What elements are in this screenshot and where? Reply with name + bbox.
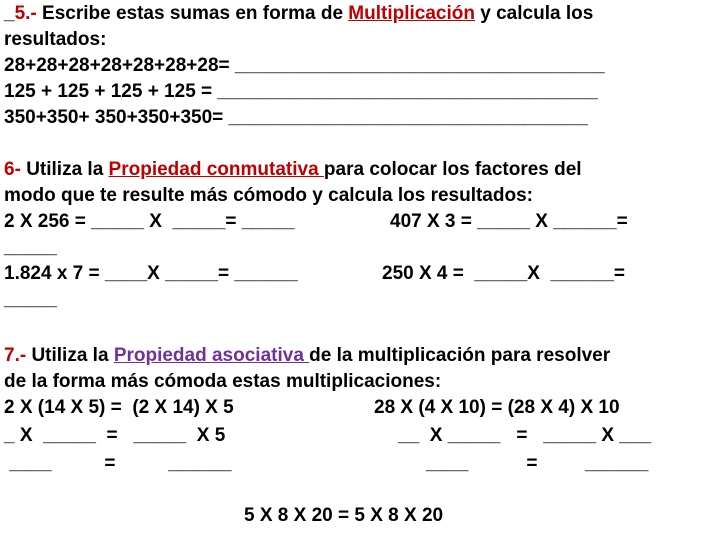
ex7-instruction-a: Utiliza la <box>31 345 114 366</box>
ex6-row2-right: 250 X 4 = _____X ______= <box>382 263 625 284</box>
ex6-instruction-a: Utiliza la <box>26 159 109 180</box>
ex6-row2-cont: _____ <box>4 289 57 310</box>
ex6-keyword: Propiedad conmutativa <box>108 159 324 180</box>
ex7-instruction-b: de la multiplicación para resolver <box>309 345 611 366</box>
ex7-row1-right: 28 X (4 X 10) = (28 X 4) X 10 <box>374 397 620 418</box>
ex5-number: 5.- <box>14 3 43 24</box>
ex5-sum-1: 28+28+28+28+28+28+28= ___________________________________ <box>4 55 605 76</box>
ex6-title-line2: modo que te resulte más cómodo y calcula los resultados: <box>4 185 533 206</box>
ex5-keyword: Multiplicación <box>348 3 475 24</box>
ex7-number: 7.- <box>4 345 32 366</box>
ex7-row3-right: ____ = ______ <box>426 453 649 474</box>
ex5-title-line <box>4 2 593 26</box>
ex6-instruction-b: para colocar los factores del <box>323 159 582 180</box>
ex5-instruction-a: Escribe estas sumas en forma de <box>42 3 349 24</box>
ex5-instruction-b: y calcula los <box>474 3 594 24</box>
ex6-number: 6- <box>4 159 27 180</box>
ex7-row1-left: 2 X (14 X 5) = (2 X 14) X 5 <box>4 397 234 418</box>
ex7-keyword: Propiedad asociativa <box>113 345 310 366</box>
ex5-title-line2: resultados: <box>4 29 107 50</box>
ex6-row1-right: 407 X 3 = _____ X ______= <box>390 211 628 232</box>
ex7-row3-left: ____ = ______ <box>4 453 232 474</box>
ex7-title-line2: de la forma más cómoda estas multiplicaciones: <box>4 371 442 392</box>
ex6-row1-cont: _____ <box>4 237 57 258</box>
ex6-row1-left: 2 X 256 = _____ X _____= _____ <box>4 211 295 232</box>
ex6-row2-left: 1.824 x 7 = ____X _____= ______ <box>4 263 298 284</box>
ex5-sum-3: 350+350+ 350+350+350= __________________________________ <box>4 107 588 128</box>
ex7-example: 5 X 8 X 20 = 5 X 8 X 20 <box>244 505 444 526</box>
ex7-row2-left: _ X _____ = _____ X 5 <box>4 425 226 446</box>
ex7-row2-right: __ X _____ = _____ X ___ <box>398 425 652 446</box>
ex5-sum-2: 125 + 125 + 125 + 125 = ____________________________________ <box>4 81 598 102</box>
ex6-title-line <box>4 158 582 182</box>
ex7-title-line <box>4 344 610 368</box>
ex5-marker: _ <box>4 3 15 24</box>
